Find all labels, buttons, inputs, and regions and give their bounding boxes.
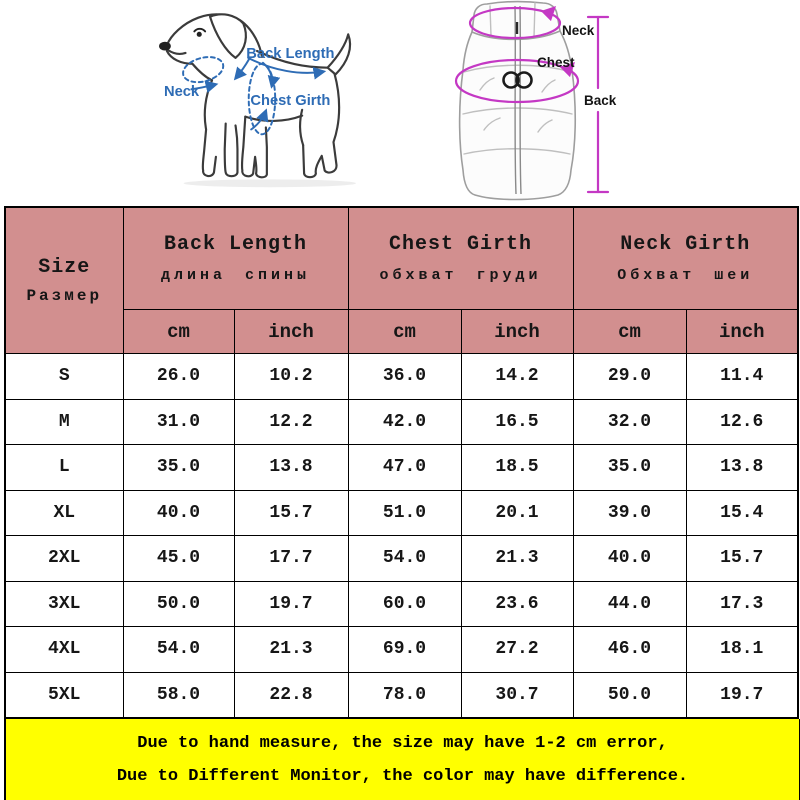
size-table [4,206,799,719]
value-cell: 23.6 [461,581,573,627]
value-cell: 40.0 [123,490,234,536]
header-size-en: Size [38,256,91,279]
dog-ear [210,14,246,58]
value-cell: 19.7 [234,581,348,627]
size-table-section [4,206,797,800]
value-cell: 50.0 [573,672,686,718]
value-cell: 17.3 [686,581,798,627]
value-cell: 11.4 [686,354,798,400]
value-cell: 39.0 [573,490,686,536]
value-cell: 12.6 [686,399,798,445]
unit-neck-cm: cm [573,310,686,354]
value-cell: 12.2 [234,399,348,445]
value-cell: 58.0 [123,672,234,718]
header-back-length-en: Back Length [163,233,308,256]
value-cell: 50.0 [123,581,234,627]
header-size-ru: Размер [26,287,103,305]
header-size [5,207,123,354]
header-chest-girth-ru: обхват груди [379,267,542,284]
dog-shadow [184,179,356,187]
value-cell: 60.0 [348,581,461,627]
value-cell: 45.0 [123,536,234,582]
value-cell: 13.8 [234,445,348,491]
value-cell: 15.7 [234,490,348,536]
dog-back-length-label: Back Length [246,45,335,62]
dog-face [159,29,205,51]
table-row-5xl [5,672,798,718]
neck-dashed-ellipse [180,53,226,86]
value-cell: 15.7 [686,536,798,582]
header-neck-girth-ru: Обхват шеи [617,267,754,284]
value-cell: 31.0 [123,399,234,445]
value-cell: 69.0 [348,627,461,673]
table-row-m [5,399,798,445]
value-cell: 35.0 [123,445,234,491]
header-chest-girth-en: Chest Girth [388,233,533,256]
unit-back-inch: inch [234,310,348,354]
table-row-4xl [5,627,798,673]
header-neck-girth [573,207,798,310]
measurement-illustrations [0,0,800,206]
value-cell: 18.5 [461,445,573,491]
header-back-length [123,207,348,310]
dog-measurement-diagram [145,2,375,198]
dog-neck-label: Neck [163,84,200,101]
value-cell: 15.4 [686,490,798,536]
disclaimer-line1: Due to hand measure, the size may have 1-2 cm error, [137,733,668,753]
value-cell: 13.8 [686,445,798,491]
table-row-3xl [5,581,798,627]
unit-chest-inch: inch [461,310,573,354]
value-cell: 21.3 [461,536,573,582]
value-cell: 21.3 [234,627,348,673]
value-cell: 20.1 [461,490,573,536]
table-row-2xl [5,536,798,582]
value-cell: 18.1 [686,627,798,673]
value-cell: 29.0 [573,354,686,400]
table-row-xl [5,490,798,536]
value-cell: 14.2 [461,354,573,400]
vest-measurement-diagram [450,0,625,206]
header-chest-girth [348,207,573,310]
value-cell: 51.0 [348,490,461,536]
disclaimer-line2: Due to Different Monitor, the color may have difference. [116,767,689,787]
value-cell: 46.0 [573,627,686,673]
value-cell: 36.0 [348,354,461,400]
value-cell: 32.0 [573,399,686,445]
size-cell: 2XL [5,536,123,582]
value-cell: 30.7 [461,672,573,718]
value-cell: 27.2 [461,627,573,673]
value-cell: 22.8 [234,672,348,718]
dog-chest-girth-label: Chest Girth [250,92,331,109]
value-cell: 40.0 [573,536,686,582]
table-row-s [5,354,798,400]
vest-chest-label: Chest [537,55,575,70]
header-neck-girth-en: Neck Girth [620,233,751,256]
value-cell: 17.7 [234,536,348,582]
size-cell: M [5,399,123,445]
value-cell: 10.2 [234,354,348,400]
size-cell: 4XL [5,627,123,673]
vest-neck-label: Neck [562,23,595,38]
value-cell: 16.5 [461,399,573,445]
size-cell: XL [5,490,123,536]
size-cell: 3XL [5,581,123,627]
vest-back-label: Back [584,93,617,108]
value-cell: 54.0 [123,627,234,673]
unit-chest-cm: cm [348,310,461,354]
value-cell: 44.0 [573,581,686,627]
disclaimer-banner [4,719,800,800]
value-cell: 54.0 [348,536,461,582]
unit-neck-inch: inch [686,310,798,354]
value-cell: 26.0 [123,354,234,400]
size-cell: L [5,445,123,491]
value-cell: 35.0 [573,445,686,491]
value-cell: 47.0 [348,445,461,491]
header-back-length-ru: длина спины [160,267,311,284]
size-cell: S [5,354,123,400]
value-cell: 19.7 [686,672,798,718]
value-cell: 78.0 [348,672,461,718]
table-row-l [5,445,798,491]
unit-back-cm: cm [123,310,234,354]
value-cell: 42.0 [348,399,461,445]
size-cell: 5XL [5,672,123,718]
